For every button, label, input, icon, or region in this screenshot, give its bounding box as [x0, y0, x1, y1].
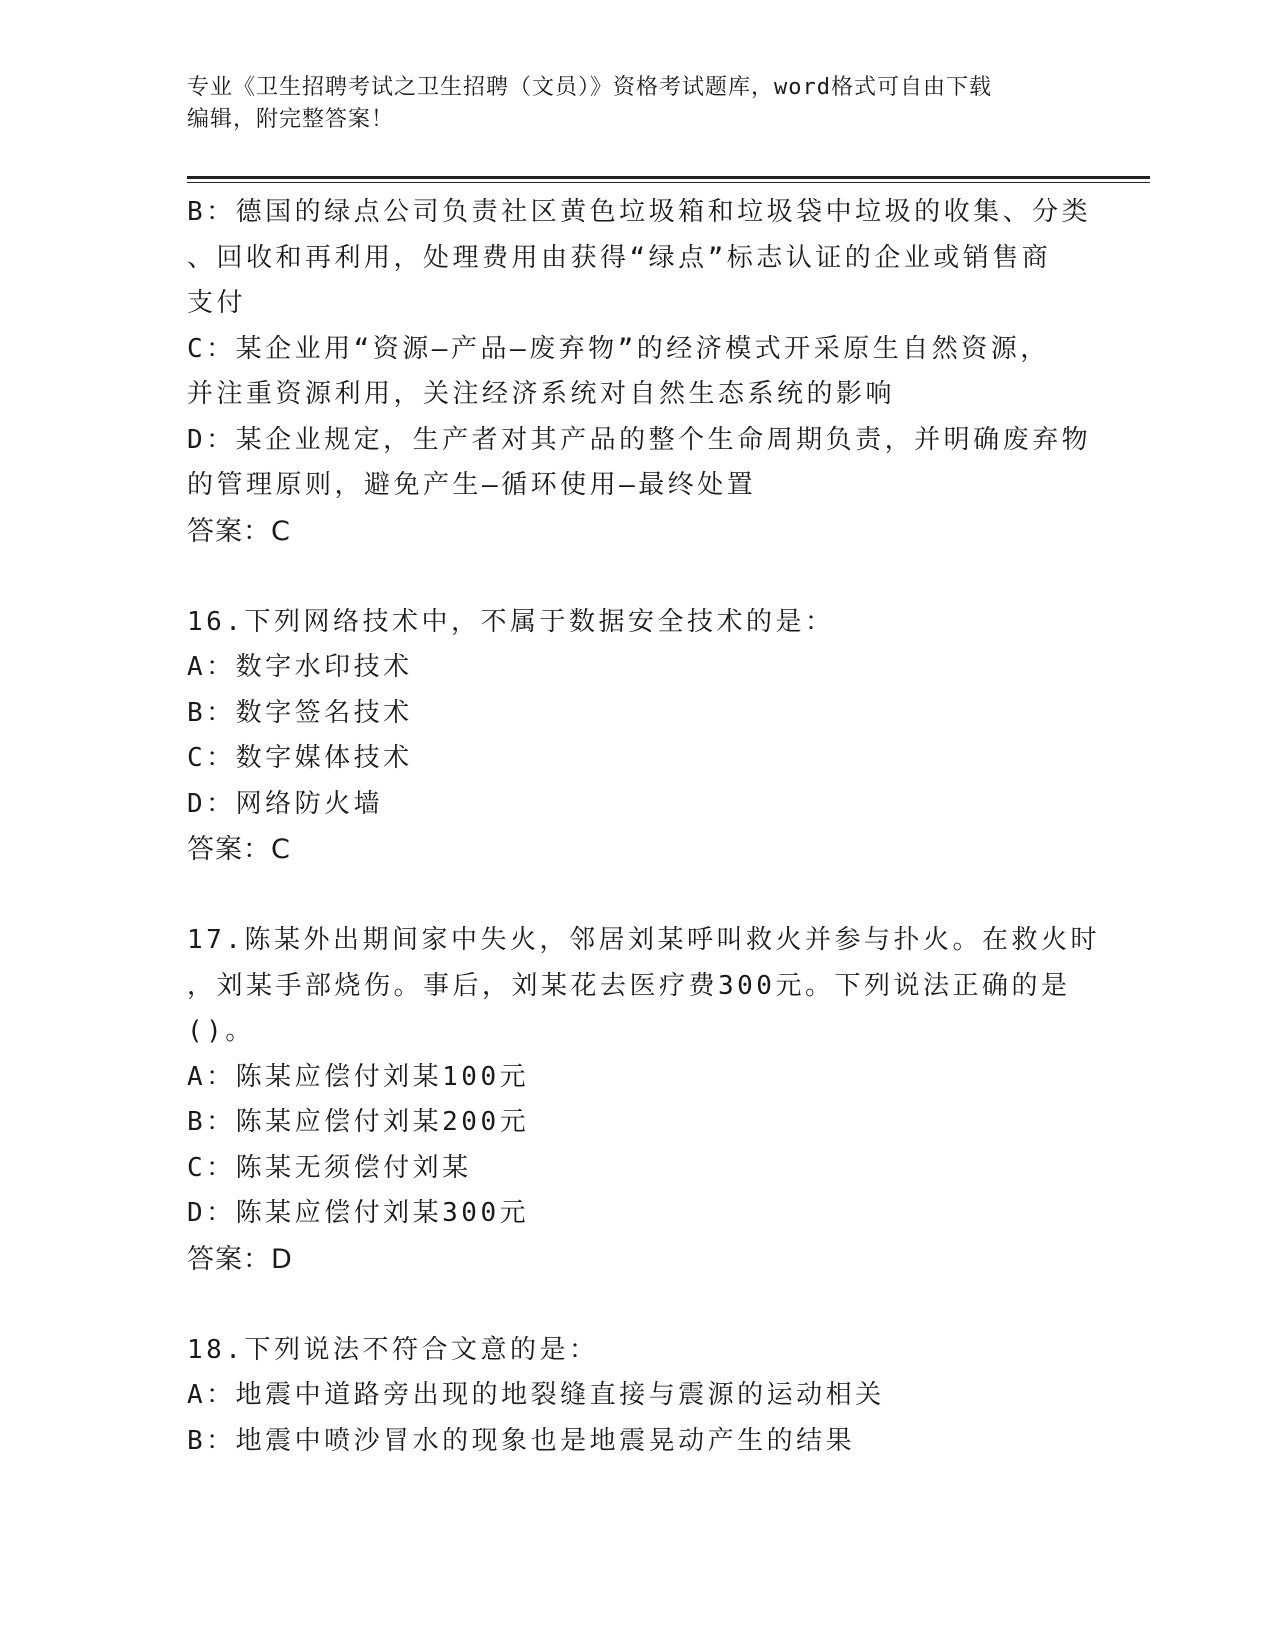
option-a: A：陈某应偿付刘某100元: [187, 1061, 530, 1092]
option-b: B：陈某应偿付刘某200元: [187, 1107, 530, 1137]
question-stem-line-3: ()。: [187, 1016, 255, 1046]
answer-line: 答案：C: [187, 515, 291, 547]
header-divider-thick: [187, 176, 1150, 179]
question-17: [187, 918, 1100, 1282]
header-line-2: 编辑，附完整答案！: [187, 107, 395, 132]
question-18: [187, 1328, 1067, 1465]
option-b-line-3: 支付: [187, 288, 247, 318]
option-d-line-2: 的管理原则，避免产生—循环使用—最终处置: [187, 470, 757, 500]
option-b: B：地震中喷沙冒水的现象也是地震晃动产生的结果: [187, 1425, 856, 1456]
document-header: [187, 72, 1087, 136]
option-c: C：陈某无须偿付刘某: [187, 1152, 472, 1183]
question-16: [187, 600, 1067, 873]
option-c-line-1: C：某企业用“资源—产品—废弃物”的经济模式开采原生自然资源，: [187, 333, 1050, 364]
option-c-line-2: 并注重资源利用，关注经济系统对自然生态系统的影响: [187, 379, 896, 409]
option-c: C：数字媒体技术: [187, 743, 413, 773]
option-a: A：地震中道路旁出现的地裂缝直接与震源的运动相关: [187, 1380, 885, 1410]
option-b-line-1: B：德国的绿点公司负责社区黄色垃圾箱和垃圾袋中垃圾的收集、分类: [187, 197, 1092, 227]
header-divider-thin: [187, 182, 1150, 183]
question-stem: 16.下列网络技术中，不属于数据安全技术的是：: [187, 606, 835, 637]
option-d-line-1: D：某企业规定，生产者对其产品的整个生命周期负责，并明确废弃物: [187, 424, 1092, 455]
question-15-continued: [187, 190, 1092, 554]
option-d: D：陈某应偿付刘某300元: [187, 1198, 530, 1228]
spacer: [187, 873, 1067, 919]
question-stem: 18.下列说法不符合文意的是：: [187, 1334, 599, 1365]
answer-line: 答案：C: [187, 834, 291, 865]
spacer: [187, 554, 1067, 600]
option-b: B：数字签名技术: [187, 697, 413, 728]
option-d: D：网络防火墙: [187, 788, 384, 819]
question-stem-line-1: 17.陈某外出期间家中失火，邻居刘某呼叫救火并参与扑火。在救火时: [187, 925, 1100, 955]
question-list: [187, 190, 1100, 1464]
question-stem-line-2: ，刘某手部烧伤。事后，刘某花去医疗费300元。下列说法正确的是: [187, 970, 1071, 1001]
option-b-line-2: 、回收和再利用，处理费用由获得“绿点”标志认证的企业或销售商: [187, 242, 1052, 273]
answer-line: 答案：D: [187, 1243, 293, 1275]
option-a: A：数字水印技术: [187, 652, 413, 682]
spacer: [187, 1282, 1067, 1328]
header-line-1: 专业《卫生招聘考试之卫生招聘（文员）》资格考试题库，word格式可自由下载: [187, 75, 992, 100]
